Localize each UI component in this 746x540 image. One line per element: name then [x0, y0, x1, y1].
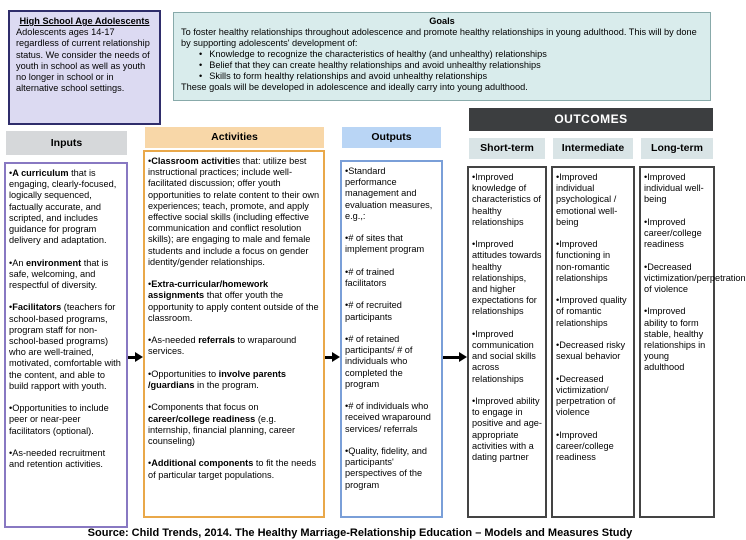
short-term-item: •Improved attitudes towards healthy relationships, and higher expectations for relationships: [472, 239, 542, 317]
short-term-column: [467, 166, 547, 518]
output-item: •Quality, fidelity, and participants' perspectives of the program: [345, 445, 428, 490]
goal-item: • Belief that they can create healthy relationships and avoid unhealthy relationships: [199, 60, 703, 71]
intermediate-item: •Decreased risky sexual behavior: [556, 340, 626, 362]
goals-list: [199, 49, 703, 82]
short-term-item: •Improved communication and social skills across relationships: [472, 328, 536, 384]
short-term-item: •Improved ability to engage in positive and age-appropriate activities with a dating partner: [472, 396, 542, 463]
output-item: •# of retained participants/ # of individuals who completed the program: [345, 333, 413, 389]
activity-item: •Classroom activities that: utilize best instructional practices; include well-facilitated discussion; offer youth opportunities to relate content to their own experiences; teach, promote, and apply effective social skills (including effective communication and conflict resolution skills); are engaging to male and female students and include a focus on gender identity/gender relationships.: [148, 156, 320, 267]
intermediate-item: •Improved quality of romantic relationships: [556, 295, 627, 328]
intermediate-item: •Improved individual psychological / emotional well-being: [556, 172, 618, 227]
intermediate-item: •Decreased victimization/ perpetration of violence: [556, 373, 616, 418]
input-item: •As-needed recruitment and retention activities.: [9, 448, 106, 470]
goal-item: • Knowledge to recognize the characteristics of healthy (and unhealthy) relationships: [199, 49, 703, 60]
long-term-column: [639, 166, 746, 518]
activity-item: •Additional components to fit the needs of particular target populations.: [148, 458, 317, 480]
activity-item: •As-needed referrals to wraparound services.: [148, 335, 297, 357]
target-population-title: High School Age Adolescents: [19, 16, 150, 26]
input-item: •An environment that is safe, welcoming, and respectful of diversity.: [9, 257, 109, 291]
activity-item: •Extra-curricular/homework assignments that offer youth the opportunity to apply content outside of the classroom.: [148, 279, 319, 323]
intermediate-header: Intermediate: [553, 138, 633, 159]
intermediate-column: [551, 166, 635, 518]
input-item: •A curriculum that is engaging, clearly-focused, logically sequenced, factually accurate, and scripted, and includes guidance for program delivery and adaptation.: [9, 168, 117, 246]
goals-outro: These goals will be developed in adolescence and ideally carry into young adulthood.: [181, 82, 528, 92]
input-item: •Facilitators (teachers for school-based programs, program staff for non-school-based programs) who are well-trained, motivated, comfortable with the content, and able to build rapport with youth.: [9, 302, 121, 391]
activity-item: •Components that focus on career/college readiness (e.g. internship, financial planning, career counseling): [148, 402, 296, 447]
source-citation: Source: Child Trends, 2014. The Healthy Marriage-Relationship Education – Models and Measures Study: [87, 527, 633, 539]
goals-title: Goals: [429, 16, 455, 26]
short-term-header: Short-term: [469, 138, 545, 159]
outcomes-header: OUTCOMES: [469, 108, 713, 131]
output-item: •# of trained facilitators: [345, 266, 395, 288]
output-item: •# of individuals who received wraparound services/ referrals: [345, 401, 431, 434]
input-item: •Opportunities to include peer or near-peer facilitators (optional).: [9, 403, 109, 436]
long-term-item: •Improved individual well-being: [644, 172, 704, 205]
output-item: •# of sites that implement program: [345, 233, 425, 255]
intermediate-item: •Improved functioning in non-romantic relationships: [556, 239, 611, 283]
long-term-item: •Improved ability to form stable, healthy relationships in young adulthood: [644, 306, 706, 373]
outputs-column: [340, 160, 443, 518]
long-term-item: •Decreased victimization/perpetration of violence: [644, 261, 746, 294]
target-population-text: Adolescents ages 14-17 regardless of current relationship status. We consider the needs of youth in school as well as youth no longer in school or in alternative school settings.: [16, 27, 150, 94]
target-population-box: [8, 10, 161, 125]
activities-column: [143, 150, 325, 518]
long-term-header: Long-term: [641, 138, 713, 159]
arrow-right-icon: [325, 352, 340, 362]
short-term-item: •Improved knowledge of characteristics of healthy relationships: [472, 172, 541, 227]
output-item: •# of recruited participants: [345, 300, 402, 322]
arrow-right-icon: [443, 352, 467, 362]
goals-box: [173, 12, 711, 101]
activities-header: Activities: [145, 127, 324, 148]
outputs-header: Outputs: [342, 127, 441, 148]
inputs-header: Inputs: [6, 131, 127, 155]
inputs-column: [4, 162, 128, 528]
activity-item: •Opportunities to involve parents /guardians in the program.: [148, 368, 287, 391]
intermediate-item: •Improved career/college readiness: [556, 429, 614, 462]
long-term-item: •Improved career/college readiness: [644, 216, 702, 250]
output-item: •Standard performance management and evaluation measures, e.g.,:: [345, 166, 433, 221]
goal-item: • Skills to form healthy relationships and avoid unhealthy relationships: [199, 71, 703, 82]
arrow-right-icon: [128, 352, 143, 362]
goals-intro: To foster healthy relationships throughout adolescence and promote healthy relationships in young adulthood. This will by done by supporting adolescents' development of:: [181, 27, 697, 48]
